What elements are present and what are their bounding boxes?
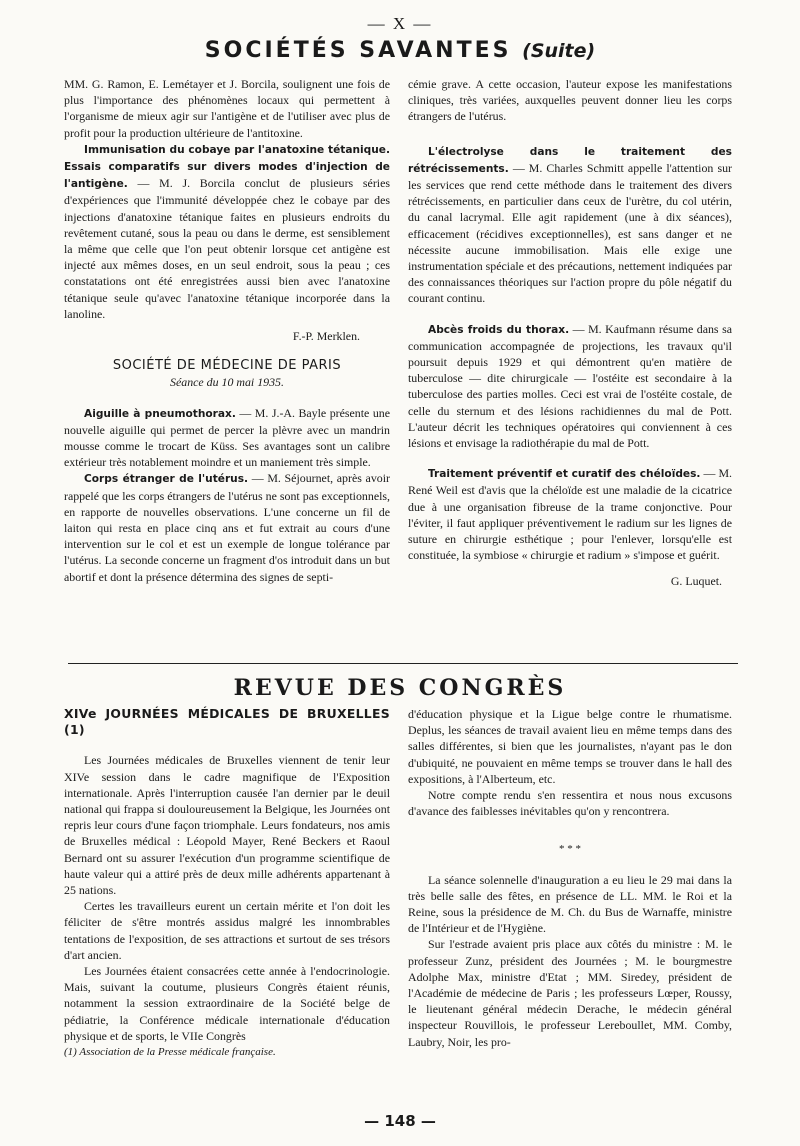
electrolyse-heading: L'électrolyse dans le traitement des rétrécissements. — [408, 145, 732, 175]
congres-title: REVUE DES CONGRÈS — [233, 675, 567, 701]
congres-left-column — [64, 706, 390, 1060]
cheloides-heading: Traitement préventif et curatif des chéloïdes. — [428, 468, 701, 481]
congres-right-column — [408, 706, 732, 1050]
congres-paragraph-1: Les Journées médicales de Bruxelles viennent de tenir leur XIVe session dans le cadre magnifique de l'Exposition internationale. Après l'interruption causée l'an dernier par le deuil national qui frappa si douloureusement la Belgique, les Journées ont repris leur cours d'une façon triomphale. Leurs fondateurs, nos amis de Bruxelles médical : Léopold Mayer, René Beckers et Raoul Bernard ont su assurer l'exécution d'un programme scientifique de haute valeur qui a attiré près de deux mille adhérents appartenant à 25 nations. — [64, 753, 390, 898]
immunisation-body: — M. J. Borcila conclut de plusieurs séries d'expériences que l'immunité développée chez le cobaye par des injections d'anatoxine tétanique faites en plusieurs endroits du revêtement cutané, sous la peau ou dans le derme, est sensiblement la même que celle que l'on peut obtenir lorsque cet antigène est injecté aux mêmes doses, en un seul endroit, sous la peau ; ces constatations ont été enregistrées aussi bien avec l'anatoxine tétanique seule qu'avec l'anatoxine tétanique incorporée dans la lanoline. — [64, 176, 390, 321]
aiguille-heading: Aiguille à pneumothorax. — [84, 407, 236, 420]
abces-heading: Abcès froids du thorax. — [428, 323, 570, 336]
signature-luquet: G. Luquet. — [670, 574, 722, 589]
congres-right-paragraph-2: Notre compte rendu s'en ressentira et nous nous excusons d'avance des faiblesses inévitables qu'on y rencontrera. — [408, 788, 732, 819]
immunisation-heading: Immunisation du cobaye par l'anatoxine tétanique. Essais comparatifs sur divers modes d'injection de l'antigène. — [64, 143, 390, 191]
seance-date: Séance du 10 mai 1935. — [170, 375, 284, 390]
intro-paragraph: MM. G. Ramon, E. Lemétayer et J. Borcila, soulignent une fois de plus l'importance des phénomènes locaux qui permettent à l'organisme de mieux agir sur l'antigène et de l'utiliser avec plus de profit pour la production ultérieure de l'antitoxine. — [64, 77, 390, 140]
congres-paragraph-3: Les Journées étaient consacrées cette année à l'endocrinologie. Mais, suivant la coutume, plusieurs Congrès étaient réunis, notamment la session extraordinaire de la Société belge de pédiatrie, la Conférence médicale internationale d'éducation physique et de sports, le VIIe Congrès — [64, 964, 390, 1043]
left-column — [64, 76, 390, 585]
footnote: (1) Association de la Presse médicale française. — [64, 1046, 276, 1059]
section-header — [0, 38, 800, 63]
corps-paragraph — [64, 470, 390, 584]
congres-paragraph-2: Certes les travailleurs eurent un certain mérite et l'on doit les féliciter de s'être montrés assidus malgré les innombrables tentations de l'exposition, de ses attractions et surtout de ses trésors d'art ancien. — [64, 899, 390, 962]
section-divider — [68, 663, 738, 664]
signature-merklen: F.-P. Merklen. — [292, 329, 360, 344]
congres-right-paragraph-4: Sur l'estrade avaient pris place aux côtés du ministre : M. le professeur Zunz, président des Journées ; M. le bourgmestre Adolphe Max, ministre d'Etat ; MM. Siredey, président de l'Académie de médecine de Paris ; les professeurs Lœper, Roussy, le lieutenant général médecin Derache, le médecin général inspecteur Rouvillois, le professeur Lereboullet, MM. Comby, Laubry, Noir, les pro- — [408, 937, 732, 1049]
corps-heading: Corps étranger de l'utérus. — [84, 473, 249, 486]
asterism: * * * — [559, 843, 581, 856]
right-column — [408, 76, 732, 590]
aiguille-paragraph — [64, 405, 390, 471]
congres-right-paragraph-1: d'éducation physique et la Ligue belge contre le rhumatisme. Deplus, les séances de travail avaient lieu en même temps dans des salles différentes, si bien que les journalistes, n'ayant pas le don d'ubiquité, ne pouvaient en même temps se trouver dans le hall des expositions, à l'Alberteum, etc. — [408, 707, 732, 786]
societe-title: SOCIÉTÉ DE MÉDECINE DE PARIS — [112, 358, 342, 374]
page-number: — 148 — — [364, 1112, 436, 1130]
abces-body: — M. Kaufmann résume dans sa communication accompagnée de projections, les travaux qu'il poursuit depuis 1929 et qui démontrent qu'en matière de tuberculose — dite chirurgicale — l'ostéite est secondaire à la tuberculose des parties molles. Ceci est vrai de l'ostéite costale, de celle du sternum et des lésions rachidiennes du mal de Pott. L'auteur décrit les techniques opératoires qui conviennent à ces lésions et envisage la radiothérapie du mal de Pott. — [408, 321, 732, 451]
bruxelles-title: XIVe JOURNÉES MÉDICALES DE BRUXELLES (1) — [64, 706, 390, 738]
abces-paragraph — [408, 321, 732, 452]
electrolyse-paragraph — [408, 143, 732, 307]
electrolyse-body: — M. Charles Schmitt appelle l'attention sur les services que rend cette méthode dans le traitement des divers rétrécissements, en particulier dans ceux de l'urètre, du col utérin, du canal lacrymal. Elle agit rapidement (une à dix séances), efficacement (récidives exceptionnelles), est sans danger et ne nécessite aucune immobilisation. Mais elle exige une instrumentation spéciale et des précautions, nettement indiquées par des connaissances théoriques sur l'action propre du pôle négatif du courant continu. — [408, 160, 732, 306]
cheloides-body: — M. René Weil est d'avis que la chéloïde est une maladie de la cicatrice due à une organisation fibreuse de la trame conjonctive. Pour l'éviter, il faut appliquer préventivement le radium sur les lignes de suture en chirurgie esthétique ; pour l'enlever, lorsqu'elle est constituée, la symbiose « chirurgie et radium » s'impose et guérit. — [408, 466, 732, 563]
continuation-paragraph: cémie grave. A cette occasion, l'auteur expose les manifestations cliniques, très variées, auxquelles peuvent donner lieu les corps étrangers de l'utérus. — [408, 77, 732, 124]
congres-right-paragraph-3: La séance solennelle d'inauguration a eu lieu le 29 mai dans la très belle salle des fêtes, en présence de LL. MM. le Roi et la Reine, sous la présidence de M. Ch. du Bus de Warnaffe, ministre de l'Intérieur et de l'Hygiène. — [408, 872, 732, 936]
corps-body: — M. Séjournet, après avoir rappelé que les corps étrangers de l'utérus ne sont pas exceptionnels, en rapporte de nouvelles observations. L'une concerne un fil de laiton qui resta en place cinq ans et fut extrait au cours d'une intervention sur le col et est un exemple de longue tolérance par l'utérus. La seconde concerne un fragment d'os introduit dans un but abortif et dont la présence détermina des signes de septi- — [64, 471, 390, 584]
cheloides-paragraph — [408, 465, 732, 563]
aiguille-body: — M. J.-A. Bayle présente une nouvelle aiguille qui permet de percer la plèvre avec un mandrin mousse comme le trocart de Küss. Ses avantages sont un calibre extérieur très notablement moindre et un maniement très simple. — [64, 405, 390, 470]
page-roman-numeral: — X — — [367, 14, 433, 33]
section-title: SOCIÉTÉS SAVANTES — [204, 38, 512, 63]
immunisation-paragraph — [64, 141, 390, 322]
section-suffix: (Suite) — [522, 40, 596, 62]
